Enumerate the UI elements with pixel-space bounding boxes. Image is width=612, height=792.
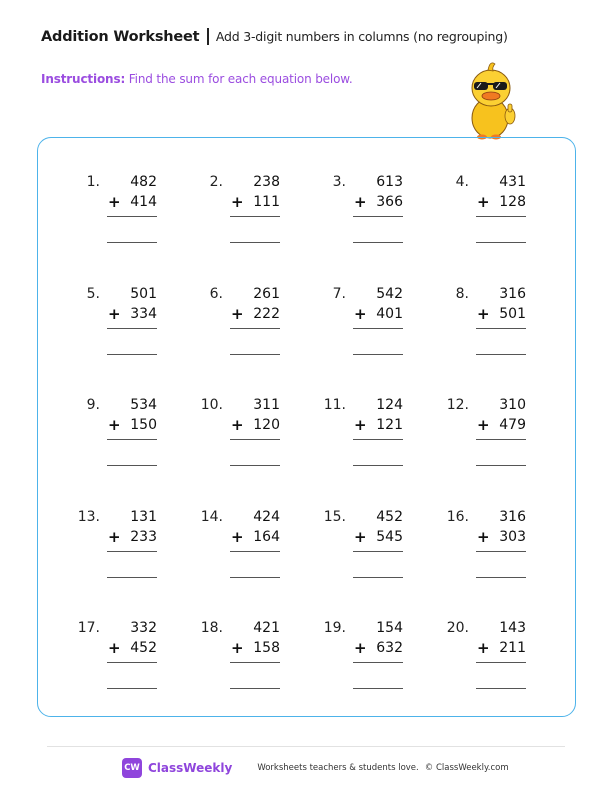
plus-sign: + [354, 528, 367, 546]
addend-bottom: 334 [130, 306, 157, 322]
sum-rule [353, 551, 403, 552]
problem-number: 4. [455, 174, 469, 190]
problem-number: 2. [209, 174, 223, 190]
plus-sign: + [108, 639, 121, 657]
sum-rule [107, 216, 157, 217]
instructions [41, 72, 353, 86]
sum-rule [476, 439, 526, 440]
answer-line[interactable] [230, 688, 280, 689]
sum-rule [353, 439, 403, 440]
answer-line[interactable] [107, 354, 157, 355]
instructions-text: Find the sum for each equation below. [125, 72, 353, 86]
sum-rule [476, 216, 526, 217]
plus-sign: + [108, 193, 121, 211]
addend-top: 501 [130, 286, 157, 302]
sum-rule [107, 551, 157, 552]
answer-line[interactable] [230, 354, 280, 355]
addend-bottom: 452 [130, 640, 157, 656]
problem-item [185, 174, 285, 254]
problem-number: 5. [86, 286, 100, 302]
answer-line[interactable] [230, 242, 280, 243]
problem-item [431, 174, 531, 254]
addend-bottom: 121 [376, 417, 403, 433]
plus-sign: + [231, 193, 244, 211]
addend-bottom: 111 [253, 194, 280, 210]
problem-number: 11. [323, 397, 346, 413]
addend-bottom: 233 [130, 529, 157, 545]
plus-sign: + [477, 305, 490, 323]
footer-tagline: Worksheets teachers & students love. [257, 763, 419, 773]
plus-sign: + [108, 528, 121, 546]
addend-bottom: 303 [499, 529, 526, 545]
problem-number: 17. [77, 620, 100, 636]
sum-rule [230, 551, 280, 552]
problem-number: 19. [323, 620, 346, 636]
sum-rule [476, 328, 526, 329]
plus-sign: + [231, 305, 244, 323]
plus-sign: + [354, 639, 367, 657]
addend-top: 261 [253, 286, 280, 302]
problem-item [308, 397, 408, 477]
problem-number: 3. [332, 174, 346, 190]
plus-sign: + [108, 416, 121, 434]
addend-bottom: 632 [376, 640, 403, 656]
plus-sign: + [477, 639, 490, 657]
worksheet-header [41, 28, 508, 45]
answer-line[interactable] [107, 465, 157, 466]
addend-top: 124 [376, 397, 403, 413]
addend-bottom: 120 [253, 417, 280, 433]
problem-item [185, 397, 285, 477]
brand-name: ClassWeekly [148, 761, 233, 775]
problem-item [185, 286, 285, 366]
problem-number: 7. [332, 286, 346, 302]
sum-rule [230, 328, 280, 329]
sum-rule [476, 662, 526, 663]
problem-item [62, 397, 162, 477]
problem-item [185, 620, 285, 700]
problem-item [308, 286, 408, 366]
title-divider [207, 28, 209, 45]
addend-top: 316 [499, 286, 526, 302]
problem-number: 16. [446, 509, 469, 525]
addend-top: 143 [499, 620, 526, 636]
sum-rule [107, 439, 157, 440]
problem-number: 12. [446, 397, 469, 413]
footer [122, 758, 509, 778]
problem-item [62, 286, 162, 366]
problem-item [62, 509, 162, 589]
worksheet-subtitle: Add 3-digit numbers in columns (no regrouping) [215, 29, 508, 44]
addend-bottom: 164 [253, 529, 280, 545]
plus-sign: + [477, 416, 490, 434]
problem-number: 6. [209, 286, 223, 302]
problem-number: 9. [86, 397, 100, 413]
answer-line[interactable] [353, 577, 403, 578]
footer-copyright: © ClassWeekly.com [424, 763, 509, 773]
addend-bottom: 479 [499, 417, 526, 433]
problem-item [308, 620, 408, 700]
problem-item [308, 509, 408, 589]
addend-top: 431 [499, 174, 526, 190]
plus-sign: + [477, 528, 490, 546]
answer-line[interactable] [476, 577, 526, 578]
addend-top: 542 [376, 286, 403, 302]
sum-rule [353, 216, 403, 217]
addend-top: 534 [130, 397, 157, 413]
answer-line[interactable] [353, 465, 403, 466]
problem-item [62, 174, 162, 254]
addend-bottom: 414 [130, 194, 157, 210]
footer-divider [47, 746, 565, 747]
plus-sign: + [354, 193, 367, 211]
problem-item [185, 509, 285, 589]
addend-bottom: 222 [253, 306, 280, 322]
answer-line[interactable] [476, 465, 526, 466]
addend-top: 332 [130, 620, 157, 636]
addend-bottom: 366 [376, 194, 403, 210]
plus-sign: + [231, 528, 244, 546]
worksheet-title: Addition Worksheet [41, 28, 200, 45]
answer-line[interactable] [107, 688, 157, 689]
addend-top: 131 [130, 509, 157, 525]
answer-line[interactable] [107, 242, 157, 243]
sum-rule [107, 662, 157, 663]
addend-top: 310 [499, 397, 526, 413]
plus-sign: + [108, 305, 121, 323]
addend-bottom: 545 [376, 529, 403, 545]
answer-line[interactable] [107, 577, 157, 578]
plus-sign: + [231, 416, 244, 434]
answer-line[interactable] [476, 354, 526, 355]
sum-rule [353, 662, 403, 663]
problem-number: 1. [86, 174, 100, 190]
problem-item [62, 620, 162, 700]
addend-bottom: 501 [499, 306, 526, 322]
problem-number: 18. [200, 620, 223, 636]
addend-bottom: 150 [130, 417, 157, 433]
problem-number: 8. [455, 286, 469, 302]
sum-rule [107, 328, 157, 329]
addend-top: 316 [499, 509, 526, 525]
problem-number: 10. [200, 397, 223, 413]
addend-top: 613 [376, 174, 403, 190]
sum-rule [476, 551, 526, 552]
classweekly-logo-icon: CW [122, 758, 142, 778]
problem-number: 14. [200, 509, 223, 525]
addend-bottom: 158 [253, 640, 280, 656]
addend-top: 154 [376, 620, 403, 636]
instructions-label: Instructions: [41, 72, 126, 86]
addend-top: 238 [253, 174, 280, 190]
problem-number: 15. [323, 509, 346, 525]
addend-bottom: 211 [499, 640, 526, 656]
answer-line[interactable] [353, 242, 403, 243]
plus-sign: + [354, 416, 367, 434]
duck-mascot-icon [462, 58, 520, 140]
problem-item [308, 174, 408, 254]
addend-top: 311 [253, 397, 280, 413]
problem-number: 20. [446, 620, 469, 636]
problem-item [431, 286, 531, 366]
answer-line[interactable] [230, 577, 280, 578]
sum-rule [230, 662, 280, 663]
addend-bottom: 401 [376, 306, 403, 322]
sum-rule [353, 328, 403, 329]
plus-sign: + [477, 193, 490, 211]
problem-item [431, 620, 531, 700]
answer-line[interactable] [353, 688, 403, 689]
answer-line[interactable] [353, 354, 403, 355]
answer-line[interactable] [230, 465, 280, 466]
plus-sign: + [354, 305, 367, 323]
addend-top: 482 [130, 174, 157, 190]
sum-rule [230, 216, 280, 217]
answer-line[interactable] [476, 688, 526, 689]
sum-rule [230, 439, 280, 440]
addend-top: 452 [376, 509, 403, 525]
addend-bottom: 128 [499, 194, 526, 210]
problem-item [431, 397, 531, 477]
answer-line[interactable] [476, 242, 526, 243]
plus-sign: + [231, 639, 244, 657]
problem-item [431, 509, 531, 589]
problem-number: 13. [77, 509, 100, 525]
addend-top: 424 [253, 509, 280, 525]
addend-top: 421 [253, 620, 280, 636]
